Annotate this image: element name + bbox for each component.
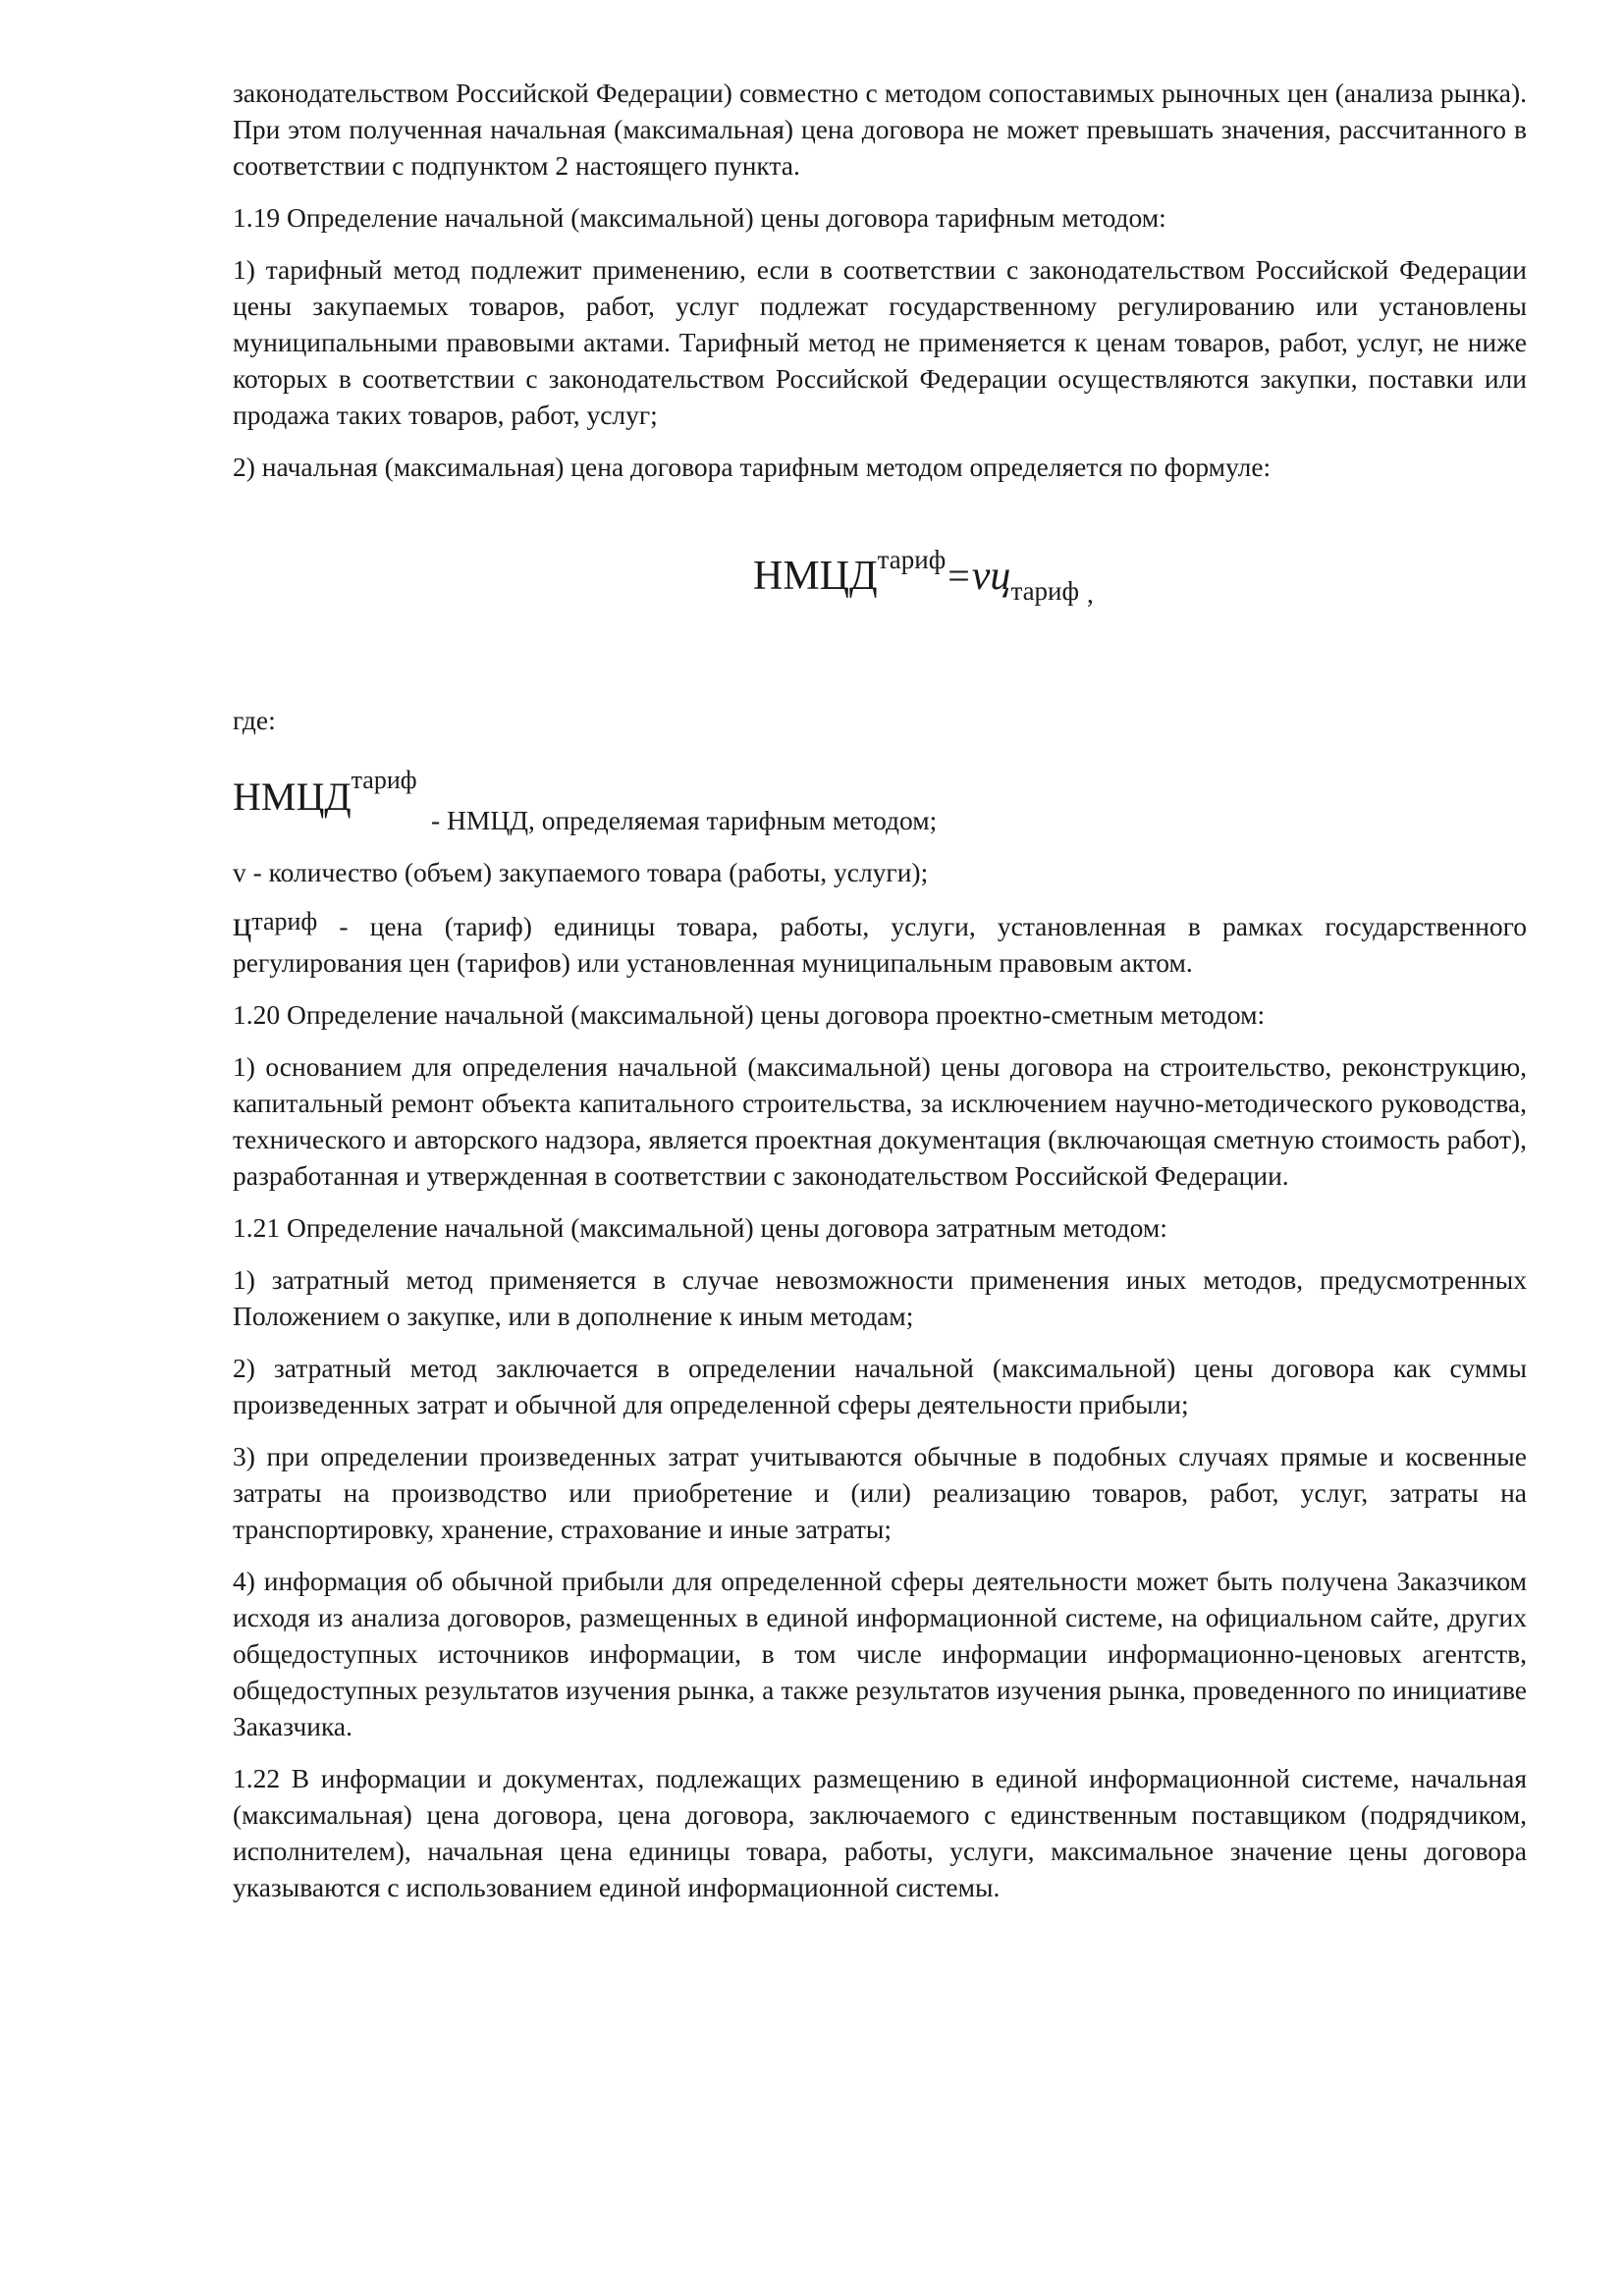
section-heading-1-21: 1.21 Определение начальной (максимальной) цены договора затратным методом: <box>233 1212 1167 1243</box>
definition-price-symbol-base: ц <box>233 904 252 943</box>
definition-nmcd-symbol <box>233 765 417 819</box>
formula-rhs-sub: тариф <box>1010 576 1079 607</box>
section-heading-1-20: 1.20 Определение начальной (максимальной) цены договора проектно-сметным методом: <box>233 999 1266 1030</box>
formula-lhs-sup: тариф <box>877 545 947 574</box>
paragraph-tariff-formula-intro: 2) начальная (максимальная) цена договора тарифным методом определяется по формуле: <box>233 452 1272 482</box>
paragraph-tariff-method-applicability: 1) тарифный метод подлежит применению, если в соответствии с законодательством Российской Федерации цены закупаемых товаров, работ, услуг подлежат государственному регулированию или установлены муниципальными правовыми актами. Тарифный метод не применяется к ценам товаров, работ, услуг, не ниже которых в соответствии с законодательством Российской Федерации осуществляются закупки, поставки или продажа таких товаров, работ, услуг; <box>233 254 1527 430</box>
formula-equals: = <box>947 554 970 598</box>
formula-rhs: vц <box>971 554 1011 599</box>
definition-nmcd <box>233 765 1527 838</box>
paragraph-continuation: законодательством Российской Федерации) совместно с методом сопоставимых рыночных цен (анализа рынка). При этом полученная начальная (максимальная) цена договора не может превышать значения, рассчитанного в соответствии с подпунктом 2 настоящего пункта. <box>233 78 1527 181</box>
definition-nmcd-text: - НМЦД, определяемая тарифным методом; <box>431 805 938 835</box>
definition-price-symbol-sub: тариф <box>251 907 318 935</box>
paragraph-design-estimate-method: 1) основанием для определения начальной (максимальной) цены договора на строительство, реконструкцию, капитальный ремонт объекта капитального строительства, за исключением научно-методического руководства, технического и авторского надзора, является проектная документация (включающая сметную стоимость работ), разработанная и утвержденная в соответствии с законодательством Российской Федерации. <box>233 1051 1527 1191</box>
paragraph-cost-method-3: 3) при определении произведенных затрат учитываются обычные в подобных случаях прямые и косвенные затраты на производство или приобретение и (или) реализацию товаров, работ, услуг, затраты на транспортировку, хранение, страхование и иные затраты; <box>233 1441 1527 1544</box>
section-paragraph-1-22: 1.22 В информации и документах, подлежащих размещению в единой информационной системе, начальная (максимальная) цена договора, цена договора, заключаемого с единственным поставщиком (подрядчиком, исполнителем), начальная цена единицы товара, работы, услуги, максимальное значение цены договора указываются с использованием единой информационной системы. <box>233 1763 1527 1902</box>
paragraph-cost-method-1: 1) затратный метод применяется в случае невозможности применения иных методов, предусмотренных Положением о закупке, или в дополнение к иным методам; <box>233 1264 1527 1331</box>
formula-block <box>233 501 1527 702</box>
definition-price <box>233 906 1527 981</box>
paragraph-cost-method-4: 4) информация об обычной прибыли для определенной сферы деятельности может быть получена Заказчиком исходя из анализа договоров, размещенных в единой информационной системе, на официальном сайте, других общедоступных источников информации, в том числе информации информационно-ценовых агентств, общедоступных результатов изучения рынка, а также результатов изучения рынка, проведенного по инициативе Заказчика. <box>233 1566 1527 1741</box>
tariff-formula <box>753 545 1094 609</box>
definition-v: v - количество (объем) закупаемого товара (работы, услуги); <box>233 857 929 887</box>
definition-price-text: - цена (тариф) единицы товара, работы, услуги, установленная в рамках государственного регулирования цен (тарифов) или установленная муниципальным правовым актом. <box>233 911 1527 978</box>
definition-nmcd-symbol-sup: тариф <box>351 765 417 794</box>
document-page <box>233 75 1527 1921</box>
paragraph-cost-method-2: 2) затратный метод заключается в определении начальной (максимальной) цены договора как суммы произведенных затрат и обычной для определенной сферы деятельности прибыли; <box>233 1353 1527 1419</box>
formula-lhs: НМЦД <box>753 554 878 599</box>
definition-price-symbol <box>233 904 317 943</box>
formula-comma: , <box>1087 579 1094 609</box>
definition-nmcd-symbol-base: НМЦД <box>233 774 352 819</box>
where-label: где: <box>233 705 276 735</box>
section-heading-1-19: 1.19 Определение начальной (максимальной) цены договора тарифным методом: <box>233 202 1166 233</box>
